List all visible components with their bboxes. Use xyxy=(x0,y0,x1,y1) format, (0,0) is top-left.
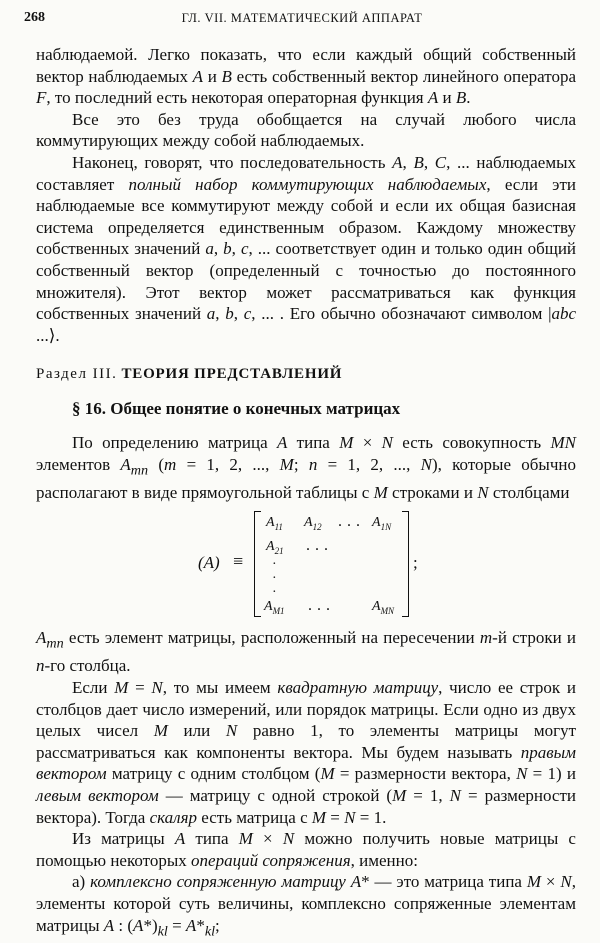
matrix-left-bracket xyxy=(254,511,261,617)
matrix-cell-a12: $A_{12}$ xyxy=(304,515,322,533)
section-label: Раздел III. xyxy=(36,366,118,383)
matrix-vdot: · xyxy=(272,571,277,587)
matrix-cell-a1n: $A_{1N}$ xyxy=(372,515,392,533)
page-header xyxy=(22,8,582,30)
matrix-cell-a21: $A_{21}$ xyxy=(266,539,284,557)
matrix-vdot: · xyxy=(272,557,277,573)
matrix-cell-am1: $A_{M1}$ xyxy=(264,599,285,617)
matrix-vdot: · xyxy=(272,585,277,601)
matrix-right-bracket xyxy=(402,511,409,617)
matrix-row1-dots: ... xyxy=(338,513,365,531)
matrix-cell-a11: $A_{11}$ xyxy=(266,515,283,533)
matrix-lhs: (A) xyxy=(198,553,220,573)
paragraph-5: $A_{mn}$ есть элемент матрицы, расположенный на пересечении m-й строки и n-го столбца. xyxy=(36,628,576,676)
paragraph-1: наблюдаемой. Легко показать, что если каждый общий собственный вектор наблюдаемых A и B есть собственный вектор линейного оператора F, то последний есть некоторая операторная функция A и B. xyxy=(36,45,576,108)
page-number: 268 xyxy=(24,10,45,25)
matrix-equiv-sign: ≡ xyxy=(233,551,244,572)
paragraph-4: По определению матрица A типа M × N есть совокупность MN элементов $A_{mn}$ (m = 1, 2, ..., M; n = 1, 2, ..., N), которые обычно располагают в виде прямоугольной таблицы с M строками и N столбцами xyxy=(36,433,576,502)
paragraph-6: Если M = N, то мы имеем квадратную матрицу, число ее строк и столбцов дает число измерений, или порядок матрицы. Если одно из двух целых чисел M или N равно 1, то элементы матрицы могут рассматриваться как компоненты вектора. Мы будем называть правым вектором матрицу с одним столбцом (M = размерности вектора, N = 1) и левым вектором — матрицу с одной строкой (M = 1, N = размерности вектора). Тогда скаляр есть матрица с M = N = 1. xyxy=(36,678,577,827)
matrix-row2-dots: ... xyxy=(306,537,333,555)
paragraph-3: Наконец, говорят, что последовательность A, B, C, ... наблюдаемых составляет полный набор коммутирующих наблюдаемых, если эти наблюдаемые все коммутируют между собой и если их общая базисная система определяется единственным образом. Каждому множеству собственных значений a, b, c, ... соответствует один и только один общий собственный вектор (определенный с точностью до постоянного множителя). Этот вектор может рассматриваться как функция собственных значений a, b, c, ... . Его обычно обозначают символом |abc ...⟩. xyxy=(36,152,577,345)
matrix-rowm-dots: ... xyxy=(308,597,335,615)
section-name: ТЕОРИЯ ПРЕДСТАВЛЕНИЙ xyxy=(121,366,343,383)
paragraph-7: Из матрицы A типа M × N можно получить новые матрицы с помощью некоторых операций сопряжения, именно: xyxy=(36,829,576,870)
section-heading xyxy=(36,364,576,384)
matrix-cell-amn: $A_{MN}$ xyxy=(372,599,395,617)
paragraph-heading: § 16. Общее понятие о конечных матрицах xyxy=(72,399,401,419)
matrix-semicolon: ; xyxy=(413,553,418,573)
body-text xyxy=(36,44,576,943)
matrix-display xyxy=(36,507,576,623)
paragraph-2: Все это без труда обобщается на случай любого числа коммутирующих между собой наблюдаемых. xyxy=(36,109,576,151)
running-title: ГЛ. VII. МАТЕМАТИЧЕСКИЙ АППАРАТ xyxy=(181,11,423,25)
paragraph-8: а) комплексно сопряженную матрицу A* — это матрица типа M × N, элементы которой суть величины, комплексно сопряженные элементам матрицы A : $(A*)_{kl} = A*_{kl}$; xyxy=(36,872,577,939)
